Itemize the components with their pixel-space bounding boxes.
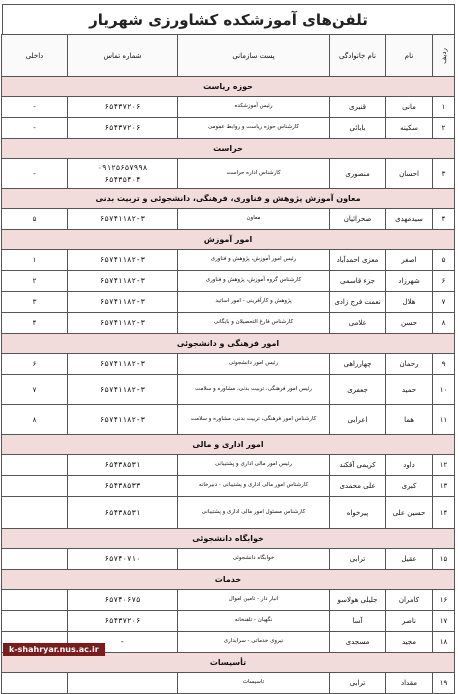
section-header-row — [2, 529, 455, 549]
table-row — [2, 250, 455, 271]
table-header-row — [2, 35, 455, 77]
cell-phone — [68, 354, 178, 375]
section-header-row — [2, 189, 455, 209]
section-header-row — [2, 435, 455, 455]
table-row — [2, 590, 455, 611]
cell-name: هما — [386, 405, 433, 435]
cell-name: عقیل — [386, 549, 433, 570]
cell-name: حسین علی — [386, 497, 433, 529]
section-title: معاون آموزش پژوهش و فناوری، فرهنگی، دانشجوئی و تربیت بدنی — [2, 189, 455, 209]
cell-radif: ۱۳ — [433, 476, 455, 497]
cell-radif: ۳ — [433, 159, 455, 189]
cell-ext: ۳ — [2, 292, 68, 313]
cell-family: ترابی — [330, 673, 386, 694]
cell-radif: ۹ — [433, 354, 455, 375]
phone-number[interactable]: ۶۵۴۳۷۲۰۶ — [104, 123, 141, 133]
cell-ext — [2, 590, 68, 611]
cell-phone — [68, 455, 178, 476]
cell-ext: ۵ — [2, 209, 68, 230]
cell-radif: ۱۵ — [433, 549, 455, 570]
cell-post: معاون — [178, 209, 330, 230]
phone-number[interactable]: ۶۵۷۴۱۱۸۲-۳ — [99, 318, 146, 328]
cell-radif: ۲ — [433, 118, 455, 139]
cell-family: جعفری — [330, 375, 386, 405]
cell-post: کارشناس فارغ التحصیلان و بایگانی — [178, 313, 330, 334]
cell-phone — [68, 476, 178, 497]
cell-radif: ۱۸ — [433, 632, 455, 653]
cell-phone — [68, 590, 178, 611]
table-row — [2, 159, 455, 189]
header-radif: ردیف — [433, 35, 455, 77]
cell-name: مانی — [386, 97, 433, 118]
cell-family: معزی احمدآباد — [330, 250, 386, 271]
cell-ext: ۷ — [2, 375, 68, 405]
cell-post: تاسیسات — [178, 673, 330, 694]
section-title: امور فرهنگی و دانشجوئی — [2, 334, 455, 354]
section-title: خدمات — [2, 570, 455, 590]
phone-number[interactable]: ۶۵۷۴۱۱۸۲-۳ — [99, 214, 146, 224]
cell-phone — [68, 313, 178, 334]
phone-number[interactable]: ۶۵۷۴۱۱۸۲-۳ — [99, 276, 146, 286]
cell-name: حسن — [386, 313, 433, 334]
cell-family: صحرائیان — [330, 209, 386, 230]
section-header-row — [2, 230, 455, 250]
cell-phone — [68, 497, 178, 529]
header-ext: داخلی — [2, 35, 68, 77]
cell-radif: ۱۲ — [433, 455, 455, 476]
cell-family: جلیلی هولاسو — [330, 590, 386, 611]
table-row — [2, 118, 455, 139]
table-row — [2, 209, 455, 230]
phone-number[interactable]: ۶۵۷۴۱۱۸۲-۳ — [99, 297, 146, 307]
cell-radif: ۱۱ — [433, 405, 455, 435]
header-phone: شماره تماس — [68, 35, 178, 77]
cell-phone — [68, 549, 178, 570]
cell-name: کامران — [386, 590, 433, 611]
section-header-row — [2, 570, 455, 590]
cell-phone — [68, 611, 178, 632]
table-row — [2, 292, 455, 313]
cell-phone — [68, 405, 178, 435]
table-row — [2, 313, 455, 334]
cell-name: مجید — [386, 632, 433, 653]
cell-name: شهرزاد — [386, 271, 433, 292]
phone-number[interactable]: ۶۵۷۴۱۱۸۲-۳ — [99, 384, 146, 394]
table-row — [2, 375, 455, 405]
cell-post: انبار دار - تامین اموال — [178, 590, 330, 611]
cell-post: رئیس امور آموزش، پژوهش و فناوری — [178, 250, 330, 271]
table-row — [2, 354, 455, 375]
cell-radif: ۱۹ — [433, 673, 455, 694]
cell-name: رحمان — [386, 354, 433, 375]
section-title: حراست — [2, 139, 455, 159]
cell-post: نگهبان - تلفنخانه — [178, 611, 330, 632]
cell-phone — [68, 118, 178, 139]
cell-radif: ۶ — [433, 271, 455, 292]
phone-number[interactable]: ۶۵۷۴۱۱۸۲-۳ — [99, 255, 146, 265]
cell-name: سیدمهدی — [386, 209, 433, 230]
cell-phone — [68, 673, 178, 694]
cell-family: نعمت فرج زادی — [330, 292, 386, 313]
table-row — [2, 611, 455, 632]
cell-ext: ۶ — [2, 354, 68, 375]
phone-number[interactable]: ۶۵۴۳۷۲۰۶ — [104, 102, 141, 112]
cell-family: کریمی آقکند — [330, 455, 386, 476]
header-name: نام — [386, 35, 433, 77]
page-title: تلفن‌های آموزشکده کشاورزی شهریار — [2, 4, 455, 34]
header-family: نام خانوادگی — [330, 35, 386, 77]
cell-ext: ۸ — [2, 405, 68, 435]
cell-family: چهارراهی — [330, 354, 386, 375]
phone-number[interactable]: ۶۵۴۳۸۵۳۱ — [104, 460, 141, 470]
section-header-row — [2, 77, 455, 97]
cell-radif: ۱ — [433, 97, 455, 118]
cell-family: جزء قاسمی — [330, 271, 386, 292]
cell-ext — [2, 549, 68, 570]
table-row — [2, 455, 455, 476]
cell-name: حمید — [386, 375, 433, 405]
cell-ext: - — [2, 118, 68, 139]
cell-family: آسا — [330, 611, 386, 632]
cell-name: سکینه — [386, 118, 433, 139]
phone-number[interactable]: ۶۵۴۳۸۵۳۱ — [104, 507, 141, 517]
cell-post: رئیس آموزشکده — [178, 97, 330, 118]
section-title: خوابگاه دانشجوئی — [2, 529, 455, 549]
cell-phone — [68, 292, 178, 313]
document-page — [2, 4, 455, 694]
cell-ext: - — [2, 159, 68, 189]
phone-number[interactable]: ۰۹۱۲۵۶۵۷۹۹۸ — [97, 163, 148, 173]
cell-post: رئیس امور فرهنگی، تربیت بدنی، مشاوره و سلامت — [178, 375, 330, 405]
cell-radif: ۸ — [433, 313, 455, 334]
table-row — [2, 97, 455, 118]
cell-ext — [2, 611, 68, 632]
cell-post: کارشناس امور مالی اداری و پشتیبانی - دبیرخانه — [178, 476, 330, 497]
cell-name: کبری — [386, 476, 433, 497]
header-post: پست سازمانی — [178, 35, 330, 77]
phone-number[interactable]: - — [119, 637, 125, 647]
cell-phone — [68, 250, 178, 271]
cell-name: داود — [386, 455, 433, 476]
section-header-row — [2, 139, 455, 159]
table-row — [2, 497, 455, 529]
cell-name: احسان — [386, 159, 433, 189]
table-row — [2, 271, 455, 292]
cell-family: منصوری — [330, 159, 386, 189]
cell-radif: ۱۶ — [433, 590, 455, 611]
cell-ext — [2, 476, 68, 497]
cell-family: مسجدی — [330, 632, 386, 653]
phone-number[interactable]: ۶۵۷۴۰۷۱۰ — [104, 554, 141, 564]
section-title: حوزه ریاست — [2, 77, 455, 97]
cell-post: خوابگاه دانشجوئی — [178, 549, 330, 570]
cell-family: غلامی — [330, 313, 386, 334]
cell-phone — [68, 159, 178, 189]
cell-post: کارشناس اداره حراست — [178, 159, 330, 189]
cell-family: بابائی — [330, 118, 386, 139]
cell-ext — [2, 673, 68, 694]
cell-family: ترابی — [330, 549, 386, 570]
phone-number[interactable]: ۶۵۴۳۵۴۰۴ — [104, 174, 141, 184]
phone-number[interactable]: ۶۵۷۴۱۱۸۲-۳ — [99, 414, 146, 424]
section-header-row — [2, 334, 455, 354]
cell-ext: ۱ — [2, 250, 68, 271]
cell-family: پیرخواه — [330, 497, 386, 529]
cell-name: هلال — [386, 292, 433, 313]
cell-ext: - — [2, 97, 68, 118]
table-row — [2, 476, 455, 497]
cell-ext — [2, 455, 68, 476]
phone-number[interactable]: ۶۵۷۴۱۱۸۲-۳ — [99, 359, 146, 369]
cell-radif: ۴ — [433, 209, 455, 230]
cell-post: کارشناس گروه آموزش، پژوهش و فناوری — [178, 271, 330, 292]
phone-directory-table — [1, 34, 455, 694]
cell-post: رئیس امور مالی اداری و پشتیبانی — [178, 455, 330, 476]
cell-radif: ۱۷ — [433, 611, 455, 632]
phone-number[interactable]: ۶۵۴۳۸۵۳۳ — [104, 481, 141, 491]
cell-radif: ۷ — [433, 292, 455, 313]
phone-number[interactable]: ۶۵۴۳۷۲۰۶ — [104, 616, 141, 626]
cell-family: علی محمدی — [330, 476, 386, 497]
cell-radif: ۵ — [433, 250, 455, 271]
cell-phone — [68, 97, 178, 118]
cell-post: رئیس امور دانشجوئی — [178, 354, 330, 375]
cell-ext: ۴ — [2, 313, 68, 334]
cell-family: اعرابی — [330, 405, 386, 435]
cell-post: کارشناس مسئول امور مالی اداری و پشتیبانی — [178, 497, 330, 529]
cell-phone — [68, 375, 178, 405]
cell-phone — [68, 271, 178, 292]
cell-ext: ۲ — [2, 271, 68, 292]
section-title: تأسیسات — [2, 653, 455, 673]
table-row — [2, 549, 455, 570]
phone-number[interactable]: ۶۵۷۴۰۶۷۵ — [104, 595, 141, 605]
cell-family: قنبری — [330, 97, 386, 118]
cell-name: اصغر — [386, 250, 433, 271]
cell-post: نیروی خدماتی - سرایداری — [178, 632, 330, 653]
footer-url-badge[interactable]: k-shahryar.nus.ac.ir — [3, 643, 105, 656]
table-row — [2, 673, 455, 694]
section-title: امور آموزش — [2, 230, 455, 250]
cell-post: پژوهش و کارآفرینی - امور اساتید — [178, 292, 330, 313]
cell-ext — [2, 497, 68, 529]
cell-name: مقداد — [386, 673, 433, 694]
cell-post: کارشناس امور فرهنگی، تربیت بدنی، مشاوره و سلامت — [178, 405, 330, 435]
cell-radif: ۱۰ — [433, 375, 455, 405]
table-row — [2, 405, 455, 435]
cell-phone — [68, 209, 178, 230]
cell-radif: ۱۴ — [433, 497, 455, 529]
table-body — [2, 77, 455, 694]
cell-name: ناصر — [386, 611, 433, 632]
section-title: امور اداری و مالی — [2, 435, 455, 455]
cell-post: کارشناس حوزه ریاست و روابط عمومی — [178, 118, 330, 139]
